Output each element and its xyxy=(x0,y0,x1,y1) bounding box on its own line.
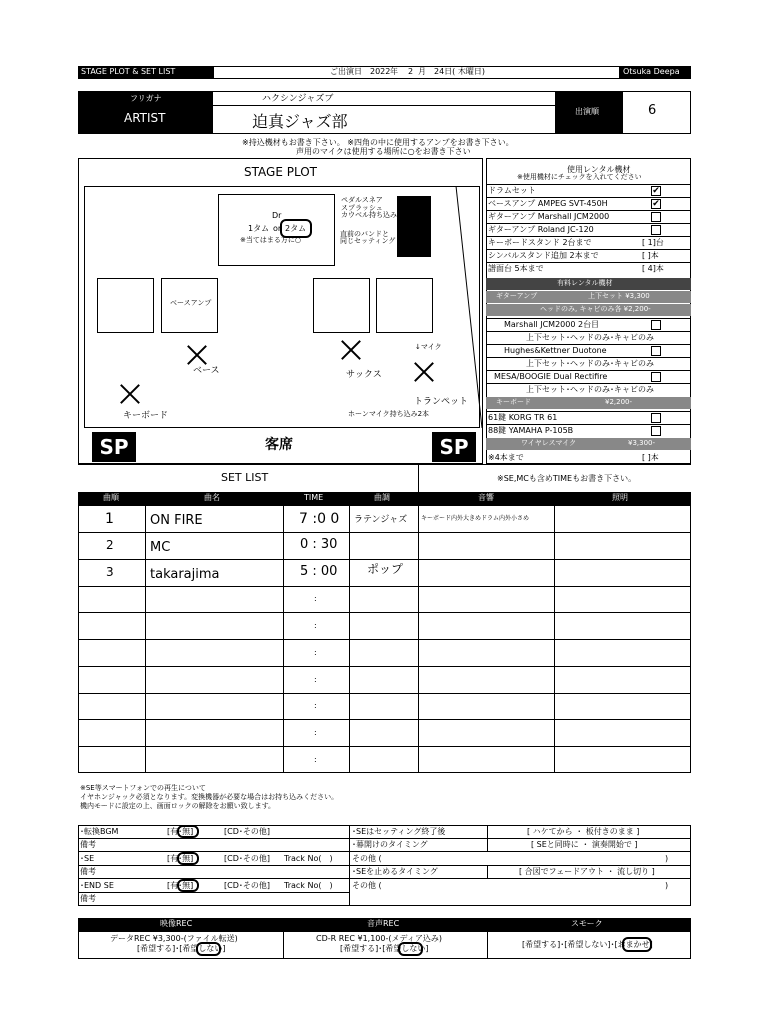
col-header-genre: 曲調 xyxy=(374,493,390,502)
sax-position-mark xyxy=(341,340,361,360)
row-sound[interactable]: キーボード内外大きめドラム内外小さめ xyxy=(421,515,529,522)
se-track-no[interactable]: Track No( ) xyxy=(284,854,333,863)
se-stop-label: ･SEを止めるタイミング xyxy=(352,867,438,876)
row-genre[interactable]: ラテンジャズ xyxy=(354,515,408,525)
bgm-no-circle xyxy=(177,825,199,838)
amp-box-1 xyxy=(97,278,154,333)
drum-note: ※当てはまる方に○ xyxy=(240,236,301,244)
amp-options: 上下セット･ヘッドのみ･キャビのみ xyxy=(526,385,654,394)
row-line xyxy=(78,666,691,667)
keyboard-model: 88鍵 YAMAHA P-105B xyxy=(488,426,574,435)
band-note-1: 直前のバンドと xyxy=(340,230,389,238)
guitar-amp-label: ギターアンプ xyxy=(496,292,538,300)
amp-name: Hughes&Kettner Duotone xyxy=(504,346,607,355)
se-note-2: イヤホンジャック必須となります。変換機器が必要な場合はお持ち込みください。 xyxy=(80,793,339,801)
se-yes-no[interactable]: [有･無] xyxy=(167,854,194,863)
keyboard-model: 61鍵 KORG TR 61 xyxy=(488,413,558,422)
se-row-line xyxy=(78,838,691,839)
furigana-value: ハクシンジャズブ xyxy=(262,94,334,104)
amp-name: MESA/BOOGIE Dual Rectifire xyxy=(494,372,608,381)
se-note-3: 機内モードに設定の上、画面ロックの解除をお願い致します。 xyxy=(80,802,276,810)
se-row-line xyxy=(78,865,691,866)
form-title: STAGE PLOT & SET LIST xyxy=(81,67,176,76)
smoke-title: スモーク xyxy=(571,919,603,928)
rental-qty-cymbal-stand[interactable]: [ ]本 xyxy=(642,251,659,260)
keyboard-rental-price: ¥2,200- xyxy=(605,398,633,406)
trumpet-position-mark xyxy=(414,362,434,382)
artist-name: 迫真ジャズ部 xyxy=(252,112,348,131)
remarks-label-2: 備考 xyxy=(80,867,96,876)
header-date-box xyxy=(214,67,619,78)
row-time[interactable]: : xyxy=(314,594,317,603)
se-end-label: ･SEはセッティング終了後 xyxy=(352,827,446,836)
transition-bgm-yes-no[interactable]: [有･無] xyxy=(167,827,194,836)
rental-item-label: シンバルスタンド追加 2本まで xyxy=(488,251,599,260)
furigana-label: フリガナ xyxy=(130,94,162,103)
row-line xyxy=(78,586,691,587)
setlist-title: SET LIST xyxy=(221,471,269,484)
row-time[interactable]: : xyxy=(314,621,317,630)
rental-item-label: キーボードスタンド 2台まで xyxy=(488,238,592,247)
se-end-options[interactable]: [ ハケてから ・ 板付きのまま ] xyxy=(527,827,640,836)
amp-options-row xyxy=(486,383,691,396)
row-order[interactable]: 2 xyxy=(106,538,114,552)
smoke-auto-circle xyxy=(622,937,652,952)
horn-note: ホーンマイク持ち込み2本 xyxy=(348,410,430,418)
remarks-label-1: 備考 xyxy=(80,840,96,849)
row-line xyxy=(78,639,691,640)
se-note-1: ※SE等スマートフォンでの再生について xyxy=(80,784,206,792)
row-time[interactable]: 0 : 30 xyxy=(300,537,338,552)
amp-options-row xyxy=(486,357,691,370)
se-row-line xyxy=(78,892,349,893)
col-header-light: 照明 xyxy=(612,493,628,502)
end-se-yes-no[interactable]: [有･無] xyxy=(167,881,194,890)
note-line-1: ※持込機材もお書き下さい。 ※四角の中に使用するアンプをお書き下さい。 xyxy=(242,138,514,147)
date-year-unit: 年 xyxy=(390,67,398,76)
transition-bgm-label: ･転換BGM xyxy=(80,827,119,836)
speaker-right: SP xyxy=(432,432,476,462)
date-label: ご出演日 xyxy=(330,67,362,76)
rental-item-label: ギターアンプ Marshall JCM2000 xyxy=(488,212,610,221)
setlist-top-rule xyxy=(78,464,691,465)
row-line xyxy=(78,746,691,747)
rental-item-label: 譜面台 5本まで xyxy=(488,264,544,273)
paid-rental-title: 有料レンタル機材 xyxy=(557,279,613,287)
other-1-open[interactable]: その他 ( xyxy=(352,854,382,863)
video-rec-price: データREC ¥3,300-(ファイル転送) xyxy=(110,934,238,943)
video-no-circle xyxy=(196,942,221,956)
end-se-label: ･END SE xyxy=(80,881,114,890)
keyboard-rental-label: キーボード xyxy=(496,398,531,406)
row-order[interactable]: 1 xyxy=(105,511,114,527)
end-se-track-no[interactable]: Track No( ) xyxy=(284,881,333,890)
rental-title: 使用レンタル機材 xyxy=(567,165,631,174)
head-cab-price: ヘッドのみ, キャビのみ各 ¥2,200- xyxy=(540,305,651,313)
video-rec-choice[interactable]: [希望する]･[希望しない] xyxy=(137,944,226,953)
row-time[interactable]: : xyxy=(314,728,317,737)
row-time[interactable]: 7 :0 0 xyxy=(299,511,340,527)
audience-label: 客席 xyxy=(265,437,293,453)
wireless-note: ※4本まで xyxy=(488,453,524,462)
rental-qty-music-stand[interactable]: [ 4]本 xyxy=(642,264,664,273)
amp-checkbox-mesa[interactable] xyxy=(651,372,661,382)
other-2-close: ) xyxy=(665,881,669,890)
order-value: 6 xyxy=(648,103,657,118)
row-line xyxy=(78,612,691,613)
rental-row xyxy=(486,249,691,262)
row-time[interactable]: : xyxy=(314,648,317,657)
row-time[interactable]: 5 : 00 xyxy=(300,564,338,579)
audio-rec-price: CD-R REC ¥1,100-(メディア込み) xyxy=(316,934,442,943)
row-song[interactable]: takarajima xyxy=(150,567,220,582)
se-right-col xyxy=(487,825,488,838)
footer-divider xyxy=(283,931,284,959)
amp-options: 上下セット･ヘッドのみ･キャビのみ xyxy=(526,333,654,342)
wireless-qty[interactable]: [ ]本 xyxy=(642,453,659,462)
black-speaker-block xyxy=(397,196,431,257)
amp-checkbox-hughes[interactable] xyxy=(651,346,661,356)
drum-or: or xyxy=(273,224,282,233)
bass-position-mark xyxy=(187,345,207,365)
drum-label: Dr xyxy=(272,211,282,220)
drum-tom1: 1タム xyxy=(248,224,270,233)
keyboard-checkbox-korg[interactable] xyxy=(651,413,661,423)
guitar-set-price: 上下セット ¥3,300 xyxy=(588,292,650,300)
audio-rec-title: 音声REC xyxy=(367,919,400,928)
amp-options-row xyxy=(486,331,691,344)
end-se-no-circle xyxy=(177,879,199,892)
row-line xyxy=(78,559,691,560)
mic-arrow-label: ↓マイク xyxy=(415,343,442,351)
rental-subtitle: ※使用機材にチェックを入れてください xyxy=(517,173,642,181)
row-song[interactable]: MC xyxy=(150,540,171,555)
rental-checkbox-marshall[interactable] xyxy=(651,212,661,222)
transition-bgm-source[interactable]: [CD･その他] xyxy=(224,827,270,836)
setlist-title-divider xyxy=(418,464,419,492)
speaker-left: SP xyxy=(92,432,136,462)
row-order[interactable]: 3 xyxy=(106,565,114,579)
audio-no-circle xyxy=(398,942,423,956)
artist-label: ARTIST xyxy=(124,111,166,125)
amp-box-4 xyxy=(376,278,433,333)
row-song[interactable]: ON FIRE xyxy=(150,513,203,528)
rental-checkbox-drum[interactable]: ✔ xyxy=(652,186,660,196)
drum-tom2: 2タム xyxy=(285,224,307,233)
rental-checkbox-bass-amp[interactable]: ✔ xyxy=(652,199,660,209)
stage-diagonal xyxy=(455,186,485,428)
amp-name: Marshall JCM2000 2台目 xyxy=(504,320,600,329)
wireless-price: ¥3,300- xyxy=(628,439,656,447)
row-time[interactable]: : xyxy=(314,675,317,684)
rental-qty-keyboard-stand[interactable]: [ 1]台 xyxy=(642,238,664,247)
setlist-note: ※SE,MCも含めTIMEもお書き下さい。 xyxy=(497,474,637,483)
remarks-label-3: 備考 xyxy=(80,894,96,903)
footer-divider xyxy=(487,931,488,959)
date-month-unit: 月 xyxy=(418,67,426,76)
bass-amp-label: ベースアンプ xyxy=(170,299,212,307)
col-header-song: 曲名 xyxy=(204,493,220,502)
row-line xyxy=(78,719,691,720)
video-rec-title: 映像REC xyxy=(160,919,193,928)
rental-checkbox-jc120[interactable] xyxy=(651,225,661,235)
se-label: ･SE xyxy=(80,854,95,863)
other-2-open[interactable]: その他 ( xyxy=(352,881,382,890)
other-1-close: ) xyxy=(665,854,669,863)
wireless-label: ワイヤレスマイク xyxy=(521,439,577,447)
artist-divider xyxy=(213,105,555,106)
rental-item-label: ベースアンプ AMPEG SVT-450H xyxy=(488,199,608,208)
cymbal-note-1: ペダルスネア xyxy=(341,196,383,204)
col-header-order: 曲順 xyxy=(103,493,119,502)
end-se-source[interactable]: [CD･その他] xyxy=(224,881,270,890)
keyboard-position-mark xyxy=(120,384,140,404)
wireless-header xyxy=(486,438,691,450)
smoke-choice[interactable]: [希望する]･[希望しない]･[おまかせ] xyxy=(522,940,653,949)
cymbal-note-2: スプラッシュ xyxy=(341,204,383,212)
row-line xyxy=(78,532,691,533)
col-header-time: TIME xyxy=(304,493,324,502)
se-row-line xyxy=(78,878,691,879)
bass-label: ベース xyxy=(193,366,220,376)
se-no-circle xyxy=(177,852,199,865)
amp-options: 上下セット･ヘッドのみ･キャビのみ xyxy=(526,359,654,368)
keyboard-label: キーボード xyxy=(123,411,169,421)
row-time[interactable]: : xyxy=(314,755,317,764)
date-month: 2 xyxy=(408,67,414,76)
amp-checkbox-marshall2[interactable] xyxy=(651,320,661,330)
se-right-col xyxy=(487,838,488,851)
trumpet-label: トランペット xyxy=(414,397,469,407)
row-genre[interactable]: ポップ xyxy=(367,562,404,576)
note-line-2: 声用のマイクは使用する場所に○をお書き下さい xyxy=(296,147,471,156)
band-note-2: 同じセッティング xyxy=(340,237,396,245)
se-source[interactable]: [CD･その他] xyxy=(224,854,270,863)
audio-rec-choice[interactable]: [希望する]･[希望しない] xyxy=(340,944,429,953)
sax-label: サックス xyxy=(346,370,382,380)
date-year: 2022 xyxy=(370,67,391,76)
col-header-sound: 音響 xyxy=(478,493,494,502)
order-label: 出演順 xyxy=(575,107,599,116)
curtain-options[interactable]: [ SEと同時に ・ 演奏開始で ] xyxy=(531,840,638,849)
se-right-col xyxy=(487,865,488,878)
row-line xyxy=(78,693,691,694)
se-stop-options[interactable]: [ 合図でフェードアウト ・ 流し切り ] xyxy=(519,867,655,876)
cymbal-note-3: カウベル持ち込み xyxy=(341,211,397,219)
keyboard-checkbox-yamaha[interactable] xyxy=(651,426,661,436)
se-row-line xyxy=(78,851,691,852)
amp-box-3 xyxy=(313,278,370,333)
stage-plot-title: STAGE PLOT xyxy=(244,165,317,179)
rental-item-label: ドラムセット xyxy=(488,186,536,195)
row-time[interactable]: : xyxy=(314,701,317,710)
venue-name: Otsuka Deepa xyxy=(623,67,680,76)
rental-item-label: ギターアンプ Roland JC-120 xyxy=(488,225,594,234)
curtain-label: ･幕開けのタイミング xyxy=(352,840,428,849)
date-day: 24日( 木曜日) xyxy=(434,67,485,76)
